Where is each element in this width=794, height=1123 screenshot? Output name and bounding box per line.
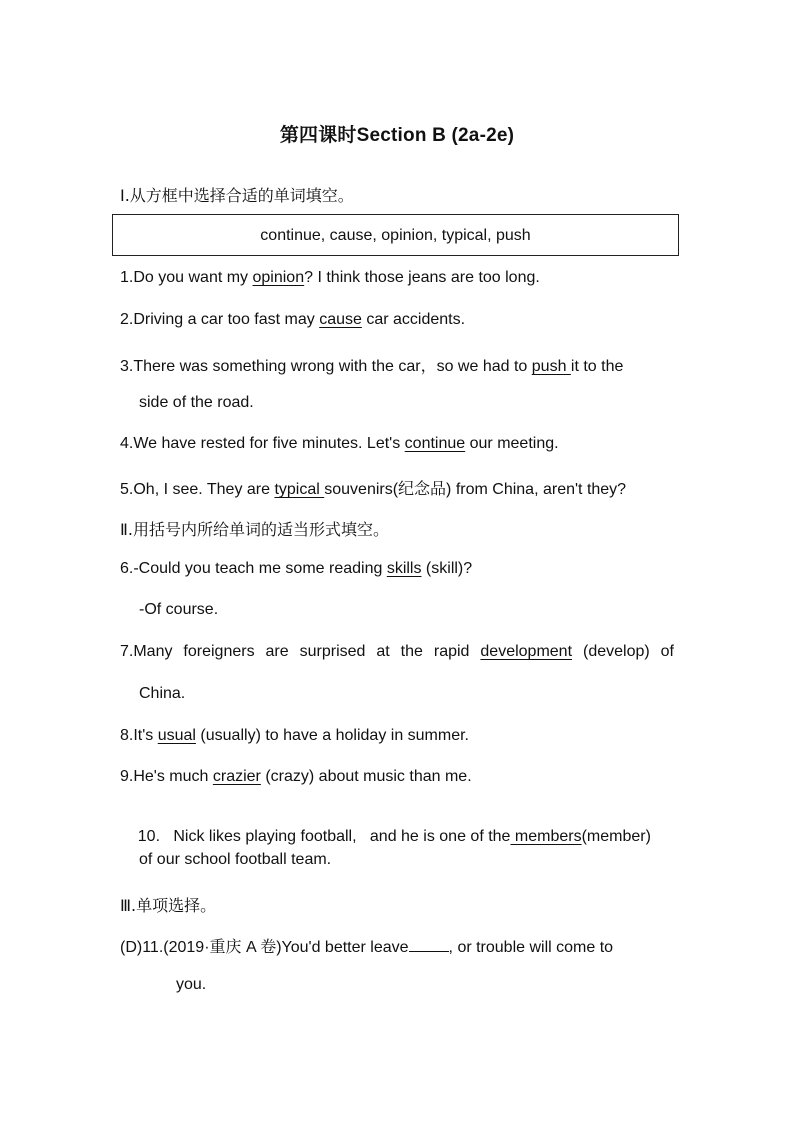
section-1-heading: Ⅰ.从方框中选择合适的单词填空。 (120, 186, 354, 205)
page-title: 第四课时Section B (2a-2e) (279, 125, 515, 146)
question-8 (120, 727, 469, 745)
question-11-continuation: you. (176, 976, 207, 993)
question-text: 10. Nick likes playing football, and he is one of the (137, 828, 511, 845)
question-text: (usually) to have a holiday in summer. (195, 727, 469, 744)
question-word: 7.Many (120, 643, 173, 660)
question-10-continuation: of our school football team. (139, 851, 332, 868)
answer-text: cause (319, 311, 362, 328)
answer-text: crazier (212, 768, 261, 785)
question-text: 8.It's (120, 727, 158, 744)
question-11 (120, 934, 613, 957)
question-word: foreigners (183, 643, 255, 660)
answer-text: usual (157, 727, 196, 744)
question-text: 9.He's much (120, 768, 213, 785)
question-text: (skill)? (421, 560, 473, 577)
answer-text: members (510, 828, 582, 845)
question-word: rapid (433, 643, 470, 660)
question-text: souvenirs(纪念品) from China, aren't they? (324, 481, 627, 498)
question-text: 1.Do you want my (120, 269, 253, 286)
question-word: at (376, 643, 390, 660)
answer-blank (409, 939, 449, 952)
question-3 (120, 353, 623, 376)
question-3-continuation: side of the road. (139, 394, 254, 411)
question-text: our meeting. (465, 435, 559, 452)
question-7-continuation: China. (139, 685, 186, 702)
question-text: 5.Oh, I see. They are (120, 481, 275, 498)
answer-text: continue (404, 435, 466, 452)
question-5 (120, 476, 626, 499)
question-word: of (660, 643, 674, 660)
question-1 (120, 269, 540, 287)
question-word: are (265, 643, 289, 660)
section-2-heading: Ⅱ.用括号内所给单词的适当形式填空。 (120, 520, 389, 539)
question-text: 2.Driving a car too fast may (120, 311, 320, 328)
question-6 (120, 560, 472, 578)
question-9 (120, 768, 472, 786)
answer-text: typical (274, 481, 325, 498)
question-6-continuation: -Of course. (139, 601, 219, 618)
question-word: the (400, 643, 423, 660)
question-text: ? I think those jeans are too long. (304, 269, 540, 286)
question-2 (120, 311, 465, 329)
question-text: 4.We have rested for five minutes. Let's (120, 435, 405, 452)
question-word: surprised (299, 643, 366, 660)
question-4 (120, 435, 559, 453)
answer-text: opinion (252, 269, 305, 286)
question-text: 6.-Could you teach me some reading (120, 560, 387, 577)
question-text: car accidents. (361, 311, 466, 328)
question-text: (crazy) about music than me. (260, 768, 472, 785)
question-text: (D)11.(2019·重庆 A 卷)You'd better leave (120, 939, 409, 956)
question-text: , or trouble will come to (448, 939, 614, 956)
word-box-text: continue, cause, opinion, typical, push (260, 227, 531, 244)
answer-text: development (480, 643, 573, 660)
question-7 (120, 643, 674, 661)
word-box (112, 214, 679, 256)
section-3-heading: Ⅲ.单项选择。 (120, 896, 217, 915)
question-text: it to the (570, 358, 624, 375)
question-text: (member) (581, 828, 651, 845)
question-word: (develop) (582, 643, 650, 660)
answer-text: skills (386, 560, 422, 577)
answer-text: push (531, 358, 571, 375)
question-text: 3.There was something wrong with the car，so we had to (120, 358, 532, 375)
